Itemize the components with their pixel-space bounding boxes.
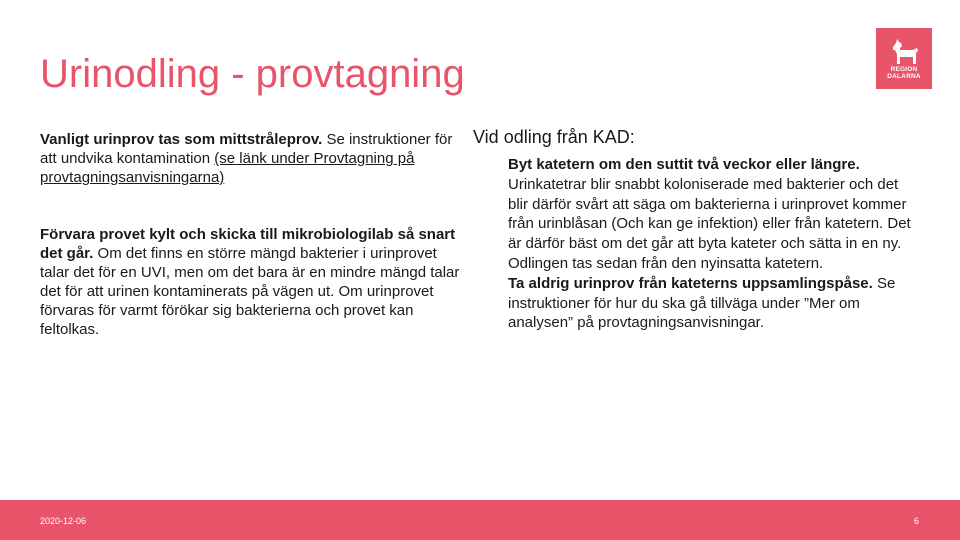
- dala-horse-icon: [887, 37, 921, 65]
- page-number: 6: [914, 516, 920, 526]
- logo-line-1: REGION: [890, 66, 918, 74]
- right-p2-bold: Ta aldrig urinprov från kateterns uppsamlingspåse.: [508, 274, 873, 292]
- region-dalarna-logo: [876, 28, 932, 89]
- left-paragraph-1: [40, 130, 460, 187]
- right-column: [508, 155, 918, 333]
- kad-heading: Vid odling från KAD:: [473, 127, 635, 147]
- left-p2-text: Om det finns en större mängd bakterier i urinprovet talar det för en UVI, men om det bara är en mindre mängd talar det för att urinen kontaminerats på vägen ut. Om urinprovet förvaras för varmt förökar sig bakterierna och provet kan feltolkas.: [40, 245, 460, 338]
- footer-bar: [0, 500, 960, 540]
- logo-line-2: DALARNA: [887, 73, 921, 81]
- footer-date: 2020-12-06: [40, 516, 87, 526]
- right-p1-bold: Byt katetern om den suttit två veckor eller längre.: [508, 156, 860, 173]
- right-p2-text: Se instruktioner för hur du ska gå tillväga under ”Mer om analysen” på provtagningsanvisningar.: [508, 274, 896, 332]
- left-column: [40, 130, 460, 339]
- left-p1-text: Se instruktioner för att undvika kontamination: [40, 131, 453, 167]
- left-paragraph-2: [40, 225, 460, 339]
- provtagning-link[interactable]: (se länk under Provtagning på provtagningsanvisningarna): [40, 150, 415, 186]
- slide-title: Urinodling - provtagning: [40, 52, 465, 96]
- left-p1-bold: Vanligt urinprov tas som mittstråleprov.: [40, 131, 323, 148]
- right-paragraph-2: [508, 274, 918, 333]
- right-p1-text: Urinkatetrar blir snabbt koloniserade med bakterier och det blir därför svårt att säga om bakterierna i urinprovet kommer från urinblåsan (Och kan ge infektion) eller från katetern. Det är därför bäst om det går att byta kateter och sätta in en ny. Odlingen tas sedan från den nyinsatta katetern.: [508, 175, 911, 272]
- left-p2-bold: Förvara provet kylt och skicka till mikrobiologilab så snart det går.: [40, 226, 456, 262]
- right-paragraph-1: [508, 155, 918, 274]
